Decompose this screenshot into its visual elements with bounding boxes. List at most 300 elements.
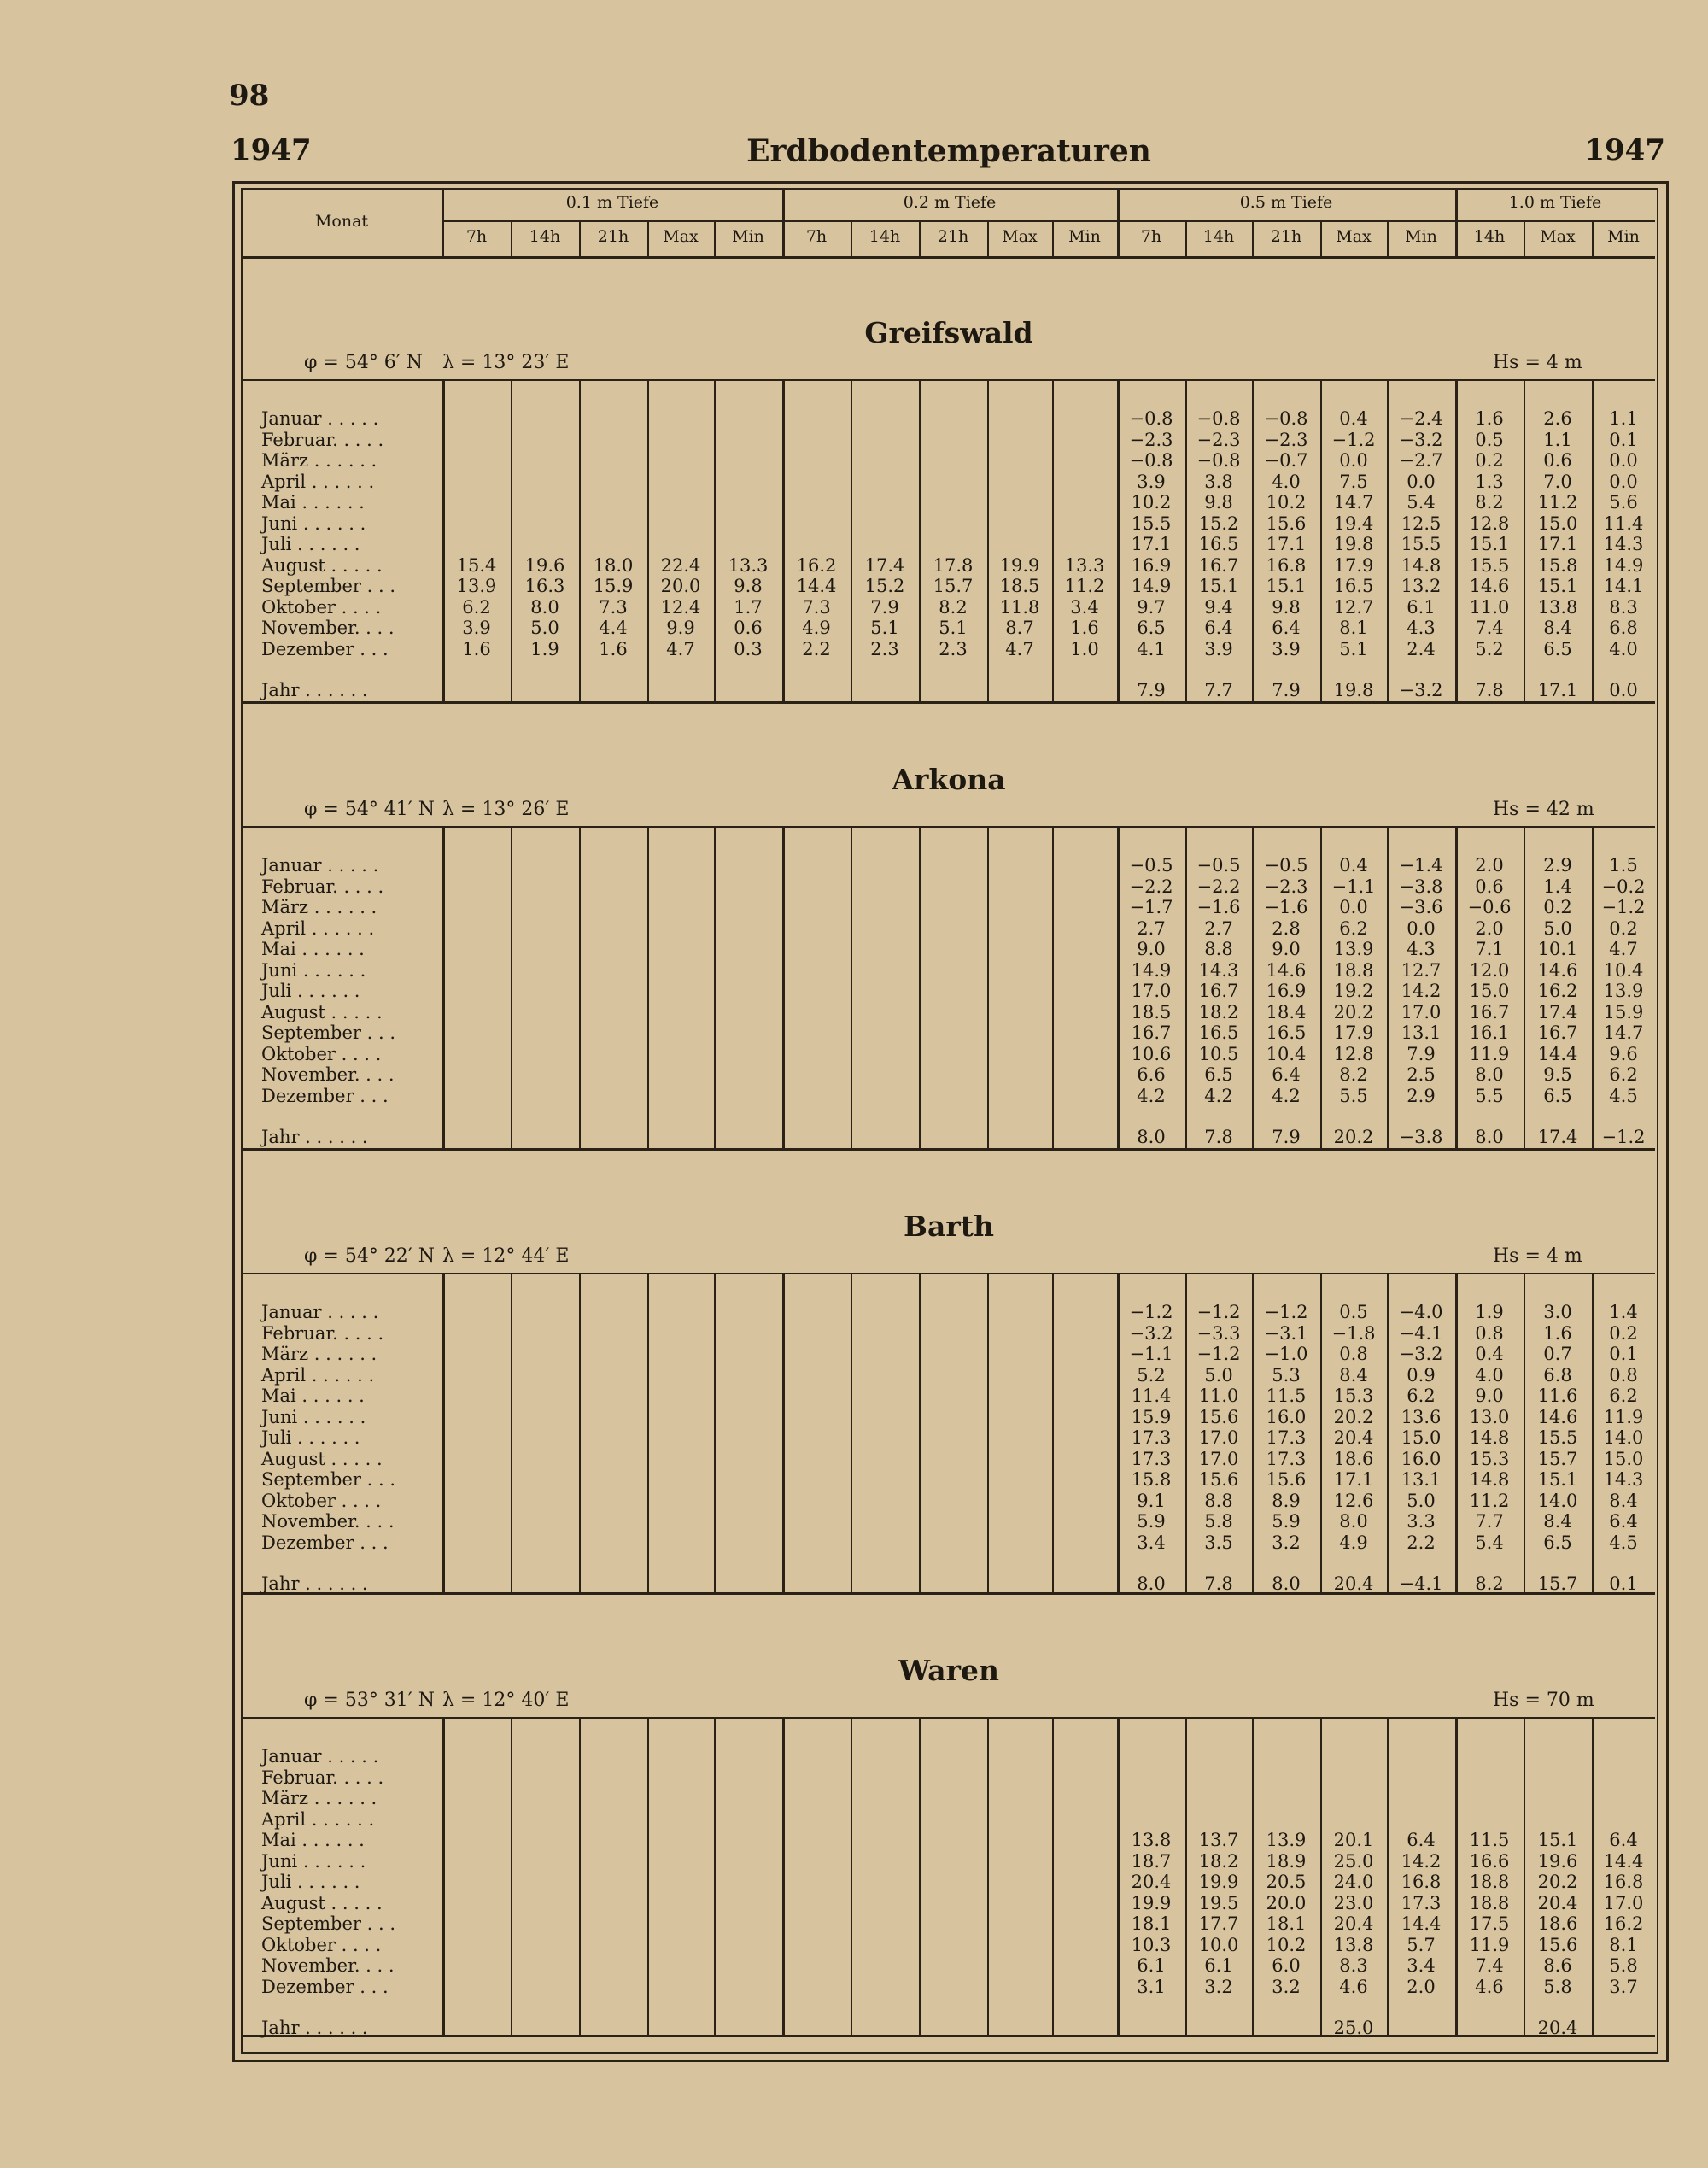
jahr-label: Jahr . . . . . . (261, 2018, 368, 2038)
table-cell: 9.0 (1137, 939, 1166, 959)
jahr-cell: 0.1 (1609, 1573, 1638, 1594)
table-cell: 6.1 (1137, 1955, 1166, 1976)
table-cell: 3.8 (1204, 471, 1233, 492)
month-label: April . . . . . . (261, 917, 375, 939)
table-cell: 16.8 (1401, 1872, 1442, 1892)
table-cell: 14.3 (1603, 534, 1644, 554)
table-cell: 16.7 (1469, 1001, 1510, 1022)
jahr-cell: 7.8 (1475, 680, 1504, 700)
table-cell: 16.3 (524, 576, 565, 596)
table-cell: 16.8 (1266, 554, 1307, 576)
table-cell: 5.0 (1407, 1490, 1436, 1511)
month-label: September . . . (261, 1469, 395, 1490)
table-cell: 4.0 (1609, 638, 1638, 659)
header-col-divider-17 (1592, 220, 1594, 256)
month-label: Juli . . . . . . (261, 981, 360, 1001)
table-cell: 14.8 (1401, 554, 1442, 576)
table-cell: 24.0 (1333, 1872, 1374, 1892)
table-cell: 8.0 (1475, 1064, 1504, 1085)
station-3-col-line-5 (782, 1717, 785, 2035)
table-cell: 8.3 (1339, 1955, 1368, 1976)
page-number: 98 (229, 79, 270, 113)
jahr-cell: 8.0 (1137, 1573, 1166, 1594)
table-cell: −2.4 (1399, 408, 1443, 429)
table-cell: 22.4 (660, 554, 701, 576)
table-cell: 14.0 (1603, 1427, 1644, 1448)
table-cell: 19.8 (1333, 534, 1374, 554)
station-hs-0: Hs = 4 m (1493, 352, 1582, 373)
table-cell: 10.4 (1603, 959, 1644, 981)
table-cell: 11.8 (999, 596, 1040, 618)
table-cell: 15.1 (1537, 1830, 1578, 1850)
table-cell: 15.1 (1469, 534, 1510, 554)
table-cell: 14.6 (1537, 1406, 1578, 1427)
table-cell: 3.9 (462, 618, 491, 638)
table-cell: 3.5 (1204, 1532, 1233, 1553)
table-cell: 17.9 (1333, 554, 1374, 576)
table-cell: −3.2 (1399, 429, 1443, 450)
table-cell: 1.0 (1070, 638, 1099, 659)
table-cell: 5.8 (1609, 1955, 1638, 1976)
jahr-cell: 20.2 (1333, 1127, 1374, 1147)
station-hs-3: Hs = 70 m (1493, 1690, 1594, 1711)
table-cell: 8.0 (530, 596, 559, 618)
table-cell: 8.0 (1339, 1511, 1368, 1532)
table-cell: −4.1 (1399, 1322, 1443, 1344)
station-2-col-line-1 (511, 1273, 512, 1592)
month-label: Dezember . . . (261, 1532, 389, 1553)
table-cell: 2.9 (1407, 1085, 1436, 1106)
month-label: Dezember . . . (261, 1976, 389, 1997)
table-cell: 15.5 (1469, 554, 1510, 576)
jahr-cell: 7.9 (1137, 680, 1166, 700)
table-cell: 20.4 (1333, 1913, 1374, 1934)
jahr-label: Jahr . . . . . . (261, 680, 368, 700)
table-cell: 17.0 (1131, 981, 1172, 1001)
table-cell: 12.7 (1401, 959, 1442, 981)
jahr-cell: 8.0 (1137, 1127, 1166, 1147)
table-cell: 6.2 (462, 596, 491, 618)
table-cell: 18.6 (1537, 1913, 1578, 1934)
table-cell: 16.9 (1131, 554, 1172, 576)
table-cell: 25.0 (1333, 1850, 1374, 1872)
table-cell: 4.7 (1609, 939, 1638, 959)
table-cell: 15.1 (1198, 576, 1239, 596)
table-cell: 14.4 (1537, 1043, 1578, 1064)
month-label: Dezember . . . (261, 1085, 389, 1106)
table-cell: 14.6 (1537, 959, 1578, 981)
header-monat: Monat (314, 212, 369, 231)
table-cell: 8.2 (1339, 1064, 1368, 1085)
table-cell: 5.3 (1272, 1364, 1301, 1386)
jahr-cell: 19.8 (1333, 680, 1374, 700)
jahr-label: Jahr . . . . . . (261, 1127, 368, 1147)
table-cell: 19.9 (1198, 1872, 1239, 1892)
table-cell: 16.9 (1266, 981, 1307, 1001)
table-cell: 6.4 (1272, 618, 1301, 638)
station-1-col-line-1 (511, 826, 512, 1148)
table-cell: 7.1 (1475, 939, 1504, 959)
table-cell: 16.0 (1266, 1406, 1307, 1427)
table-cell: 17.4 (1537, 1001, 1578, 1022)
station-1-col-line-0 (442, 826, 445, 1148)
table-cell: 3.4 (1070, 596, 1099, 618)
month-label: Februar. . . . . (261, 1767, 384, 1788)
table-cell: 4.7 (666, 638, 695, 659)
jahr-cell: 8.0 (1272, 1573, 1301, 1594)
station-hs-1: Hs = 42 m (1493, 799, 1594, 820)
table-cell: 16.5 (1333, 576, 1374, 596)
table-cell: 16.2 (1603, 1913, 1644, 1934)
table-cell: 20.5 (1266, 1872, 1307, 1892)
station-1-col-line-5 (782, 826, 785, 1148)
month-label: September . . . (261, 576, 395, 596)
table-cell: 5.0 (1543, 917, 1572, 939)
header-col-2: 21h (597, 227, 629, 246)
table-cell: 14.4 (1603, 1850, 1644, 1872)
table-cell: 7.4 (1475, 618, 1504, 638)
table-cell: 13.2 (1401, 576, 1442, 596)
jahr-cell: 0.0 (1609, 680, 1638, 700)
table-cell: 16.8 (1603, 1872, 1644, 1892)
station-name-2: Barth (904, 1210, 994, 1243)
table-cell: 14.3 (1198, 959, 1239, 981)
table-cell: 15.3 (1333, 1386, 1374, 1406)
table-cell: 5.6 (1609, 492, 1638, 513)
jahr-cell: −3.8 (1399, 1127, 1443, 1147)
table-cell: 13.8 (1333, 1934, 1374, 1955)
table-cell: −1.2 (1129, 1302, 1173, 1322)
header-group-3: 1.0 m Tiefe (1508, 193, 1602, 212)
header-col-divider-12 (1252, 220, 1254, 256)
month-label: September . . . (261, 1022, 395, 1043)
month-label: Oktober . . . . (261, 1934, 382, 1955)
table-cell: 17.4 (864, 554, 905, 576)
header-col-divider-4 (714, 220, 716, 256)
table-cell: −0.8 (1129, 408, 1173, 429)
header-group-2: 0.5 m Tiefe (1239, 193, 1333, 212)
table-cell: 16.7 (1537, 1022, 1578, 1043)
table-cell: 9.5 (1543, 1064, 1572, 1085)
table-cell: 0.0 (1339, 450, 1368, 471)
table-cell: 13.0 (1469, 1406, 1510, 1427)
table-cell: −3.1 (1264, 1322, 1308, 1344)
station-2-col-line-6 (851, 1273, 852, 1592)
table-cell: 18.8 (1469, 1892, 1510, 1913)
month-label: August . . . . . (261, 1448, 383, 1469)
table-cell: 6.4 (1609, 1511, 1638, 1532)
table-cell: 11.9 (1603, 1406, 1644, 1427)
table-cell: 17.3 (1266, 1448, 1307, 1469)
table-cell: 0.8 (1475, 1322, 1504, 1344)
table-cell: 17.1 (1266, 534, 1307, 554)
table-cell: 0.3 (734, 638, 763, 659)
table-cell: 0.0 (1609, 471, 1638, 492)
table-cell: 11.9 (1469, 1043, 1510, 1064)
station-2-col-line-2 (579, 1273, 581, 1592)
table-cell: −1.7 (1129, 897, 1173, 917)
station-name-3: Waren (898, 1654, 999, 1687)
table-cell: 5.9 (1137, 1511, 1166, 1532)
table-cell: 6.8 (1609, 618, 1638, 638)
table-cell: 16.5 (1198, 534, 1239, 554)
table-cell: 15.4 (456, 554, 497, 576)
header-group-divider-2 (1117, 188, 1120, 256)
table-cell: 15.1 (1537, 1469, 1578, 1490)
table-cell: 15.9 (593, 576, 634, 596)
month-label: Oktober . . . . (261, 1043, 382, 1064)
table-cell: 6.1 (1204, 1955, 1233, 1976)
table-cell: 0.4 (1339, 855, 1368, 876)
station-phi-1: φ = 54° 41′ N (304, 799, 436, 820)
table-cell: 11.2 (1537, 492, 1578, 513)
table-cell: 15.1 (1266, 576, 1307, 596)
table-cell: 2.7 (1204, 917, 1233, 939)
month-label: März . . . . . . (261, 1788, 377, 1808)
table-cell: 14.9 (1131, 576, 1172, 596)
header-col-15: 14h (1473, 227, 1506, 246)
table-cell: 5.9 (1272, 1511, 1301, 1532)
table-cell: 8.4 (1609, 1490, 1638, 1511)
table-cell: 6.4 (1204, 618, 1233, 638)
table-cell: 20.2 (1333, 1001, 1374, 1022)
table-cell: 11.5 (1266, 1386, 1307, 1406)
table-cell: 18.5 (1131, 1001, 1172, 1022)
header-col-9: Min (1068, 227, 1101, 246)
station-1-col-line-8 (987, 826, 989, 1148)
table-cell: 18.4 (1266, 1001, 1307, 1022)
table-cell: 13.1 (1401, 1469, 1442, 1490)
table-cell: −1.4 (1399, 855, 1443, 876)
station-line-1 (241, 826, 1655, 828)
table-cell: 2.9 (1543, 855, 1572, 876)
table-cell: 2.0 (1475, 917, 1504, 939)
station-1-col-line-9 (1052, 826, 1054, 1148)
page-title: Erdbodentemperaturen (746, 133, 1151, 169)
table-cell: 0.0 (1609, 450, 1638, 471)
station-1-col-line-3 (647, 826, 649, 1148)
table-cell: 3.0 (1543, 1302, 1572, 1322)
month-label: April . . . . . . (261, 471, 375, 492)
table-cell: 1.1 (1609, 408, 1638, 429)
table-cell: 11.4 (1603, 513, 1644, 534)
table-cell: 10.4 (1266, 1043, 1307, 1064)
table-cell: 12.6 (1333, 1490, 1374, 1511)
header-col-7: 21h (937, 227, 969, 246)
table-cell: 3.4 (1137, 1532, 1166, 1553)
table-cell: 1.4 (1609, 1302, 1638, 1322)
table-cell: 1.9 (1475, 1302, 1504, 1322)
table-cell: 5.1 (1339, 638, 1368, 659)
table-cell: 15.6 (1198, 1406, 1239, 1427)
table-cell: −1.1 (1129, 1344, 1173, 1364)
header-mid-line (442, 220, 1655, 222)
month-label: August . . . . . (261, 1892, 383, 1913)
table-cell: 14.6 (1469, 576, 1510, 596)
table-cell: 0.7 (1543, 1344, 1572, 1364)
table-cell: 15.3 (1469, 1448, 1510, 1469)
header-col-divider-14 (1387, 220, 1389, 256)
header-col-5: 7h (805, 227, 828, 246)
table-cell: 15.7 (933, 576, 974, 596)
station-3-col-line-6 (851, 1717, 852, 2035)
station-2-col-line-7 (919, 1273, 921, 1592)
table-cell: 5.7 (1407, 1934, 1436, 1955)
jahr-cell: 7.8 (1204, 1573, 1233, 1594)
table-cell: 19.9 (1131, 1892, 1172, 1913)
month-label: September . . . (261, 1913, 395, 1934)
table-cell: 2.2 (1407, 1532, 1436, 1553)
station-line-3 (241, 1717, 1655, 1719)
header-col-1: 14h (529, 227, 561, 246)
station-bottom-line-1 (241, 1148, 1655, 1151)
table-cell: 18.7 (1131, 1850, 1172, 1872)
year-right: 1947 (1584, 133, 1665, 167)
table-cell: 13.6 (1401, 1406, 1442, 1427)
station-1-col-line-7 (919, 826, 921, 1148)
table-cell: 5.0 (530, 618, 559, 638)
month-label: April . . . . . . (261, 1808, 375, 1830)
jahr-cell: 20.4 (1333, 1573, 1374, 1594)
table-cell: 3.2 (1272, 1976, 1301, 1997)
table-cell: 12.7 (1333, 596, 1374, 618)
table-cell: 2.4 (1407, 638, 1436, 659)
table-cell: 2.0 (1475, 855, 1504, 876)
table-cell: 2.0 (1407, 1976, 1436, 1997)
table-cell: 14.7 (1603, 1022, 1644, 1043)
table-cell: 5.5 (1475, 1085, 1504, 1106)
month-label: März . . . . . . (261, 450, 377, 471)
station-lambda-1: λ = 13° 26′ E (442, 799, 570, 820)
table-cell: 11.4 (1131, 1386, 1172, 1406)
header-col-divider-2 (579, 220, 581, 256)
table-cell: 16.1 (1469, 1022, 1510, 1043)
table-cell: 15.9 (1131, 1406, 1172, 1427)
header-col-11: 14h (1202, 227, 1235, 246)
table-cell: 1.6 (599, 638, 628, 659)
table-cell: 8.4 (1339, 1364, 1368, 1386)
table-cell: 17.3 (1131, 1427, 1172, 1448)
table-cell: 0.8 (1339, 1344, 1368, 1364)
table-cell: 4.5 (1609, 1532, 1638, 1553)
table-cell: 9.9 (666, 618, 695, 638)
table-cell: 13.9 (1333, 939, 1374, 959)
table-cell: 13.8 (1537, 596, 1578, 618)
station-3-col-line-7 (919, 1717, 921, 2035)
table-cell: 13.7 (1198, 1830, 1239, 1850)
table-cell: 2.3 (939, 638, 968, 659)
table-cell: 17.1 (1333, 1469, 1374, 1490)
table-cell: 9.0 (1272, 939, 1301, 959)
table-cell: 6.2 (1609, 1386, 1638, 1406)
table-cell: −2.3 (1264, 876, 1308, 897)
table-cell: 14.7 (1333, 492, 1374, 513)
month-label: November. . . . (261, 1511, 395, 1532)
table-cell: −4.0 (1399, 1302, 1443, 1322)
table-cell: 0.9 (1407, 1364, 1436, 1386)
header-col-0: 7h (465, 227, 488, 246)
table-cell: 1.4 (1543, 876, 1572, 897)
table-cell: −1.2 (1601, 897, 1646, 917)
table-cell: 12.4 (660, 596, 701, 618)
table-cell: 3.9 (1137, 471, 1166, 492)
table-cell: 0.1 (1609, 1344, 1638, 1364)
station-3-col-line-0 (442, 1717, 445, 2035)
header-col-4: Min (732, 227, 764, 246)
table-cell: 13.1 (1401, 1022, 1442, 1043)
header-group-divider-3 (1455, 188, 1458, 256)
table-cell: 18.2 (1198, 1850, 1239, 1872)
table-cell: 15.5 (1401, 534, 1442, 554)
table-cell: −0.8 (1264, 408, 1308, 429)
table-cell: 3.1 (1137, 1976, 1166, 1997)
table-cell: 17.7 (1198, 1913, 1239, 1934)
table-cell: −1.2 (1196, 1302, 1241, 1322)
header-col-divider-3 (647, 220, 649, 256)
table-cell: 4.1 (1137, 638, 1166, 659)
table-cell: 0.0 (1407, 471, 1436, 492)
month-label: Juli . . . . . . (261, 1872, 360, 1892)
table-cell: 16.5 (1198, 1022, 1239, 1043)
table-cell: 15.0 (1603, 1448, 1644, 1469)
table-cell: 15.8 (1537, 554, 1578, 576)
table-cell: 4.5 (1609, 1085, 1638, 1106)
table-cell: 4.3 (1407, 618, 1436, 638)
table-cell: 13.9 (1266, 1830, 1307, 1850)
table-cell: 6.4 (1609, 1830, 1638, 1850)
table-cell: 10.1 (1537, 939, 1578, 959)
header-col-divider-9 (1052, 220, 1054, 256)
table-cell: 6.5 (1204, 1064, 1233, 1085)
table-cell: −1.0 (1264, 1344, 1308, 1364)
month-label: Januar . . . . . (261, 1302, 379, 1322)
table-cell: 18.9 (1266, 1850, 1307, 1872)
table-cell: 11.0 (1198, 1386, 1239, 1406)
table-cell: 5.8 (1204, 1511, 1233, 1532)
table-cell: 14.3 (1603, 1469, 1644, 1490)
table-cell: 15.6 (1266, 1469, 1307, 1490)
table-cell: 16.6 (1469, 1850, 1510, 1872)
header-col-divider-7 (919, 220, 921, 256)
header-group-0: 0.1 m Tiefe (565, 193, 659, 212)
table-cell: 15.0 (1537, 513, 1578, 534)
table-cell: 5.4 (1475, 1532, 1504, 1553)
month-label: Oktober . . . . (261, 1490, 382, 1511)
table-cell: 7.9 (870, 596, 899, 618)
table-cell: 19.6 (524, 554, 565, 576)
table-cell: 14.8 (1469, 1427, 1510, 1448)
station-3-col-line-8 (987, 1717, 989, 2035)
month-label: Mai . . . . . . (261, 1386, 365, 1406)
table-cell: 5.0 (1204, 1364, 1233, 1386)
table-cell: −3.6 (1399, 897, 1443, 917)
month-label: Juni . . . . . . (261, 959, 366, 981)
table-cell: 14.9 (1131, 959, 1172, 981)
table-cell: 17.3 (1266, 1427, 1307, 1448)
month-label: Juni . . . . . . (261, 1850, 366, 1872)
month-label: Februar. . . . . (261, 876, 384, 897)
table-cell: 9.8 (734, 576, 763, 596)
table-cell: 9.4 (1204, 596, 1233, 618)
table-cell: 11.2 (1064, 576, 1105, 596)
table-cell: 4.2 (1204, 1085, 1233, 1106)
table-cell: 12.8 (1333, 1043, 1374, 1064)
table-cell: 3.2 (1272, 1532, 1301, 1553)
table-cell: 15.8 (1131, 1469, 1172, 1490)
month-label: Januar . . . . . (261, 1746, 379, 1767)
station-2-col-line-4 (714, 1273, 716, 1592)
table-cell: 19.9 (999, 554, 1040, 576)
